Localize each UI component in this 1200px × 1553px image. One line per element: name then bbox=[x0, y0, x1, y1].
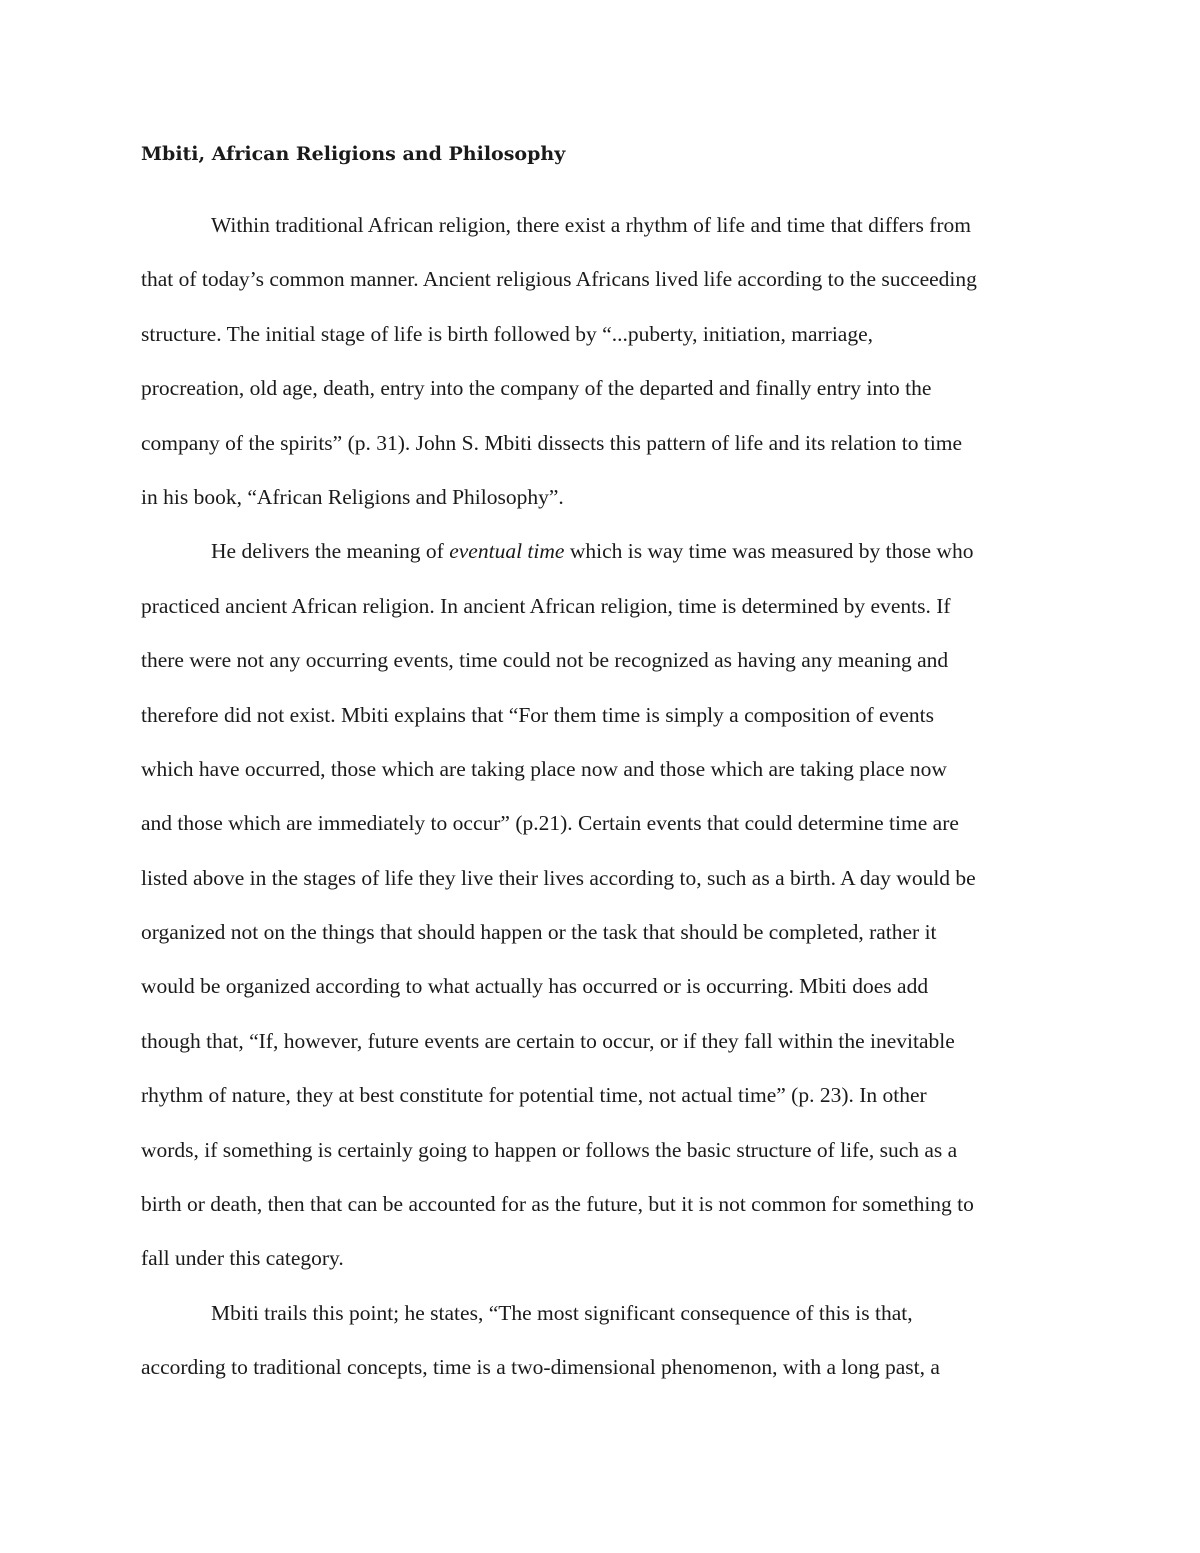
text-line: rhythm of nature, they at best constitute for potential time, not actual time” (p. 23). In other bbox=[141, 1083, 927, 1108]
text-line: which have occurred, those which are taking place now and those which are taking place now bbox=[141, 756, 947, 781]
text-line: listed above in the stages of life they live their lives according to, such as a birth. A day would be bbox=[141, 865, 976, 890]
italic-term: eventual time bbox=[449, 539, 565, 564]
text-line: according to traditional concepts, time is a two-dimensional phenomenon, with a long past, a bbox=[141, 1355, 940, 1380]
text-line: birth or death, then that can be accounted for as the future, but it is not common for something to bbox=[141, 1192, 974, 1217]
text-line: words, if something is certainly going to happen or follows the basic structure of life, such as a bbox=[141, 1137, 958, 1162]
document-title: Mbiti, African Religions and Philosophy bbox=[141, 143, 566, 165]
text-line: and those which are immediately to occur” (p.21). Certain events that could determine time are bbox=[141, 811, 959, 836]
text-line: Mbiti trails this point; he states, “The most significant consequence of this is that, bbox=[211, 1300, 913, 1325]
paragraph-2 bbox=[141, 524, 1061, 1285]
text-line: structure. The initial stage of life is birth followed by “...puberty, initiation, marriage, bbox=[141, 321, 873, 346]
text-line bbox=[141, 524, 1061, 578]
text-line: though that, “If, however, future events are certain to occur, or if they fall within the inevitable bbox=[141, 1028, 955, 1053]
paragraph-1 bbox=[141, 198, 1061, 524]
text-line: organized not on the things that should happen or the task that should be completed, rather it bbox=[141, 920, 937, 945]
document-body bbox=[141, 198, 1061, 1395]
text-line: that of today’s common manner. Ancient religious Africans lived life according to the succeeding bbox=[141, 267, 977, 292]
text-segment: which is way time was measured by those who bbox=[564, 539, 974, 564]
text-line: company of the spirits” (p. 31). John S. Mbiti dissects this pattern of life and its relation to time bbox=[141, 430, 963, 455]
text-line: would be organized according to what actually has occurred or is occurring. Mbiti does add bbox=[141, 974, 929, 999]
text-segment: He delivers the meaning of bbox=[211, 539, 450, 564]
text-line: in his book, “African Religions and Philosophy”. bbox=[141, 484, 564, 509]
text-line: Within traditional African religion, there exist a rhythm of life and time that differs from bbox=[211, 213, 971, 237]
text-line: therefore did not exist. Mbiti explains that “For them time is simply a composition of events bbox=[141, 702, 934, 727]
paragraph-3 bbox=[141, 1286, 1061, 1395]
text-line: there were not any occurring events, time could not be recognized as having any meaning and bbox=[141, 648, 949, 673]
text-line: procreation, old age, death, entry into the company of the departed and finally entry into the bbox=[141, 376, 932, 401]
text-line: practiced ancient African religion. In ancient African religion, time is determined by events. If bbox=[141, 593, 951, 618]
text-line: fall under this category. bbox=[141, 1246, 344, 1271]
